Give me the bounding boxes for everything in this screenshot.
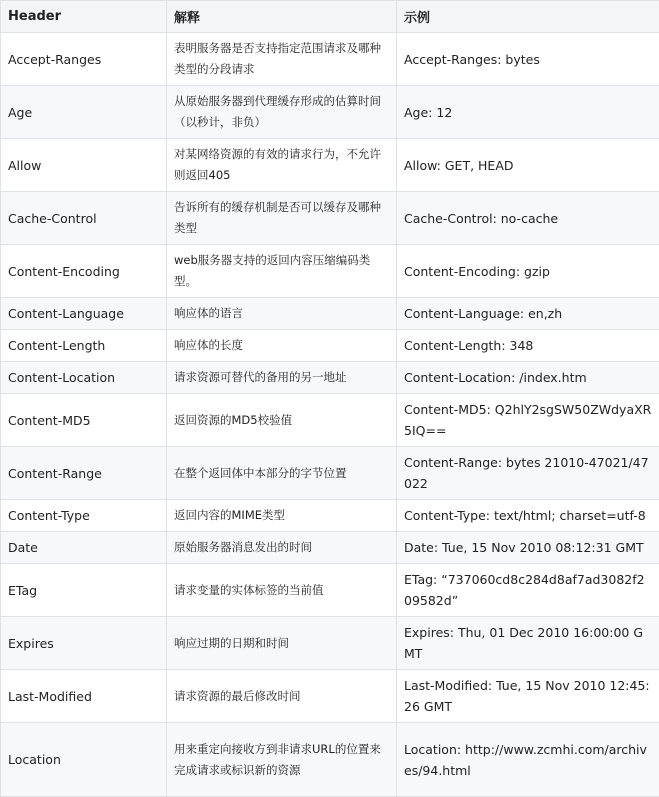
header-example: Location: http://www.zcmhi.com/archives/94.html [397,723,659,797]
header-example: Allow: GET, HEAD [397,139,659,192]
table-row [1,532,659,564]
header-name: ETag [1,564,167,617]
table-row [1,500,659,532]
header-example: Accept-Ranges: bytes [397,33,659,86]
header-column-example: 示例 [397,1,659,33]
header-name: Content-MD5 [1,394,167,447]
header-description: 在整个返回体中本部分的字节位置 [167,447,397,500]
header-name: Age [1,86,167,139]
header-name: Content-Length [1,330,167,362]
header-example: Last-Modified: Tue, 15 Nov 2010 12:45:26 GMT [397,670,659,723]
header-name: Location [1,723,167,797]
header-name: Accept-Ranges [1,33,167,86]
table-row [1,139,659,192]
header-name: Content-Encoding [1,245,167,298]
table-row [1,245,659,298]
table-row [1,394,659,447]
header-description: 响应体的长度 [167,330,397,362]
table-row [1,670,659,723]
header-description: 请求变量的实体标签的当前值 [167,564,397,617]
header-name: Expires [1,617,167,670]
header-description: 返回内容的MIME类型 [167,500,397,532]
table-row [1,86,659,139]
header-name: Date [1,532,167,564]
header-example: Content-Range: bytes 21010-47021/47022 [397,447,659,500]
header-description: web服务器支持的返回内容压缩编码类型。 [167,245,397,298]
header-example: Content-Encoding: gzip [397,245,659,298]
header-name: Content-Range [1,447,167,500]
header-example: Content-Length: 348 [397,330,659,362]
header-description: 返回资源的MD5校验值 [167,394,397,447]
header-name: Content-Type [1,500,167,532]
table-row [1,192,659,245]
header-example: Content-Type: text/html; charset=utf-8 [397,500,659,532]
header-name: Content-Language [1,298,167,330]
table-row [1,362,659,394]
header-example: Content-Location: /index.htm [397,362,659,394]
header-example: Content-MD5: Q2hlY2sgSW50ZWdyaXR5IQ== [397,394,659,447]
header-example: Expires: Thu, 01 Dec 2010 16:00:00 GMT [397,617,659,670]
header-example: Date: Tue, 15 Nov 2010 08:12:31 GMT [397,532,659,564]
header-column-name: Header [1,1,167,33]
header-example: Age: 12 [397,86,659,139]
table-row [1,330,659,362]
header-name: Cache-Control [1,192,167,245]
header-name: Last-Modified [1,670,167,723]
header-description: 从原始服务器到代理缓存形成的估算时间（以秒计，非负） [167,86,397,139]
header-description: 响应体的语言 [167,298,397,330]
header-description: 对某网络资源的有效的请求行为，不允许则返回405 [167,139,397,192]
header-description: 表明服务器是否支持指定范围请求及哪种类型的分段请求 [167,33,397,86]
header-example: ETag: “737060cd8c284d8af7ad3082f209582d” [397,564,659,617]
table-row [1,33,659,86]
header-column-description: 解释 [167,1,397,33]
header-name: Content-Location [1,362,167,394]
header-description: 响应过期的日期和时间 [167,617,397,670]
header-description: 请求资源可替代的备用的另一地址 [167,362,397,394]
header-example: Cache-Control: no-cache [397,192,659,245]
header-name: Allow [1,139,167,192]
header-description: 原始服务器消息发出的时间 [167,532,397,564]
header-description: 告诉所有的缓存机制是否可以缓存及哪种类型 [167,192,397,245]
header-example: Content-Language: en,zh [397,298,659,330]
table-row [1,617,659,670]
table-row [1,298,659,330]
table-row [1,564,659,617]
table-row [1,447,659,500]
table-header-row [1,1,659,33]
header-description: 请求资源的最后修改时间 [167,670,397,723]
header-description: 用来重定向接收方到非请求URL的位置来完成请求或标识新的资源 [167,723,397,797]
table-row [1,723,659,797]
